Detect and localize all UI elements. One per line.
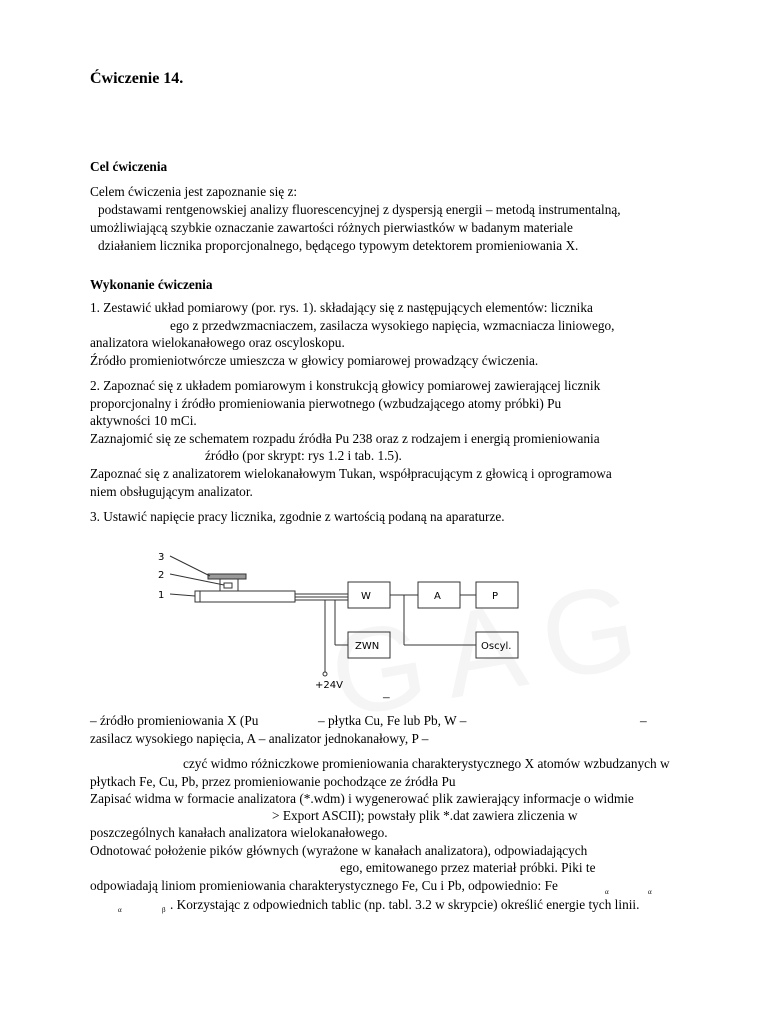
goal-line: umożliwiającą szybkie oznaczanie zawartości różnych pierwiastków w badanym materiale — [90, 220, 573, 235]
caption-dash: – — [383, 689, 390, 704]
step1-line: analizatora wielokanałowego oraz oscyloskopu. — [90, 335, 345, 350]
step1-line: Źródło promieniotwórcze umieszcza w głowicy pomiarowej prowadzący ćwiczenia. — [90, 353, 539, 368]
step2-line: Zaznajomić się ze schematem rozpadu źródła Pu 238 oraz z rodzajem i energią promieniowania — [90, 431, 600, 446]
body-line: odpowiadają liniom promieniowania charakterystycznego Fe, Cu i Pb, odpowiednio: Fe — [90, 878, 558, 893]
caption-part: – źródło promieniowania X (Pu — [90, 713, 259, 728]
body-line: Zapisać widma w formacie analizatora (*.wdm) i wygenerować plik zawierający informacje o widmie — [90, 791, 634, 806]
step2-line: Zapoznać się z analizatorem wielokanałowym Tukan, współpracującym z głowicą i oprogramowa — [90, 466, 612, 481]
subscript-alpha: α — [118, 906, 122, 914]
step2-line: proporcjonalny i źródło promieniowania pierwotnego (wzbudzającego atomy próbki) Pu — [90, 396, 562, 411]
label-p: P — [492, 591, 499, 602]
body-line: Odnotować położenie pików głównych (wyrażone w kanałach analizatora), odpowiadających — [90, 843, 588, 858]
label-zwn: ZWN — [355, 641, 380, 652]
measurement-setup-diagram — [150, 548, 530, 690]
caption-part: – płytka Cu, Fe lub Pb, W – — [318, 713, 467, 728]
detector-tube — [195, 591, 295, 602]
body-line: > Export ASCII); powstały plik *.dat zawiera zliczenia w — [272, 808, 578, 823]
body-line: czyć widmo różniczkowe promieniowania charakterystycznego X atomów wzbudzanych w — [183, 756, 670, 771]
sample-plate — [208, 574, 246, 579]
step2-line: niem obsługującym analizator. — [90, 484, 253, 499]
label-voltage: +24V — [315, 680, 343, 690]
step2-line: 2. Zapoznać się z układem pomiarowym i konstrukcją głowicy pomiarowej zawierającej licznik — [90, 378, 601, 393]
execution-heading: Wykonanie ćwiczenia — [90, 277, 213, 292]
caption-line: zasilacz wysokiego napięcia, A – analizator jednokanałowy, P – — [90, 731, 429, 746]
body-line: płytkach Fe, Cu, Pb, przez promieniowanie pochodzące ze źródła Pu — [90, 774, 456, 789]
label-3: 3 — [158, 552, 165, 563]
body-line: poszczególnych kanałach analizatora wielokanałowego. — [90, 825, 388, 840]
goal-line: Celem ćwiczenia jest zapoznanie się z: — [90, 184, 298, 199]
subscript-alpha: α — [648, 888, 652, 896]
subscript-alpha: α — [605, 888, 609, 896]
goal-line: działaniem licznika proporcjonalnego, będącego typowym detektorem promieniowania X. — [98, 238, 579, 253]
caption-part: – — [640, 713, 647, 728]
label-2: 2 — [158, 570, 165, 581]
label-oscyl: Oscyl. — [481, 641, 512, 652]
label-1: 1 — [158, 590, 165, 601]
step1-line: ego z przedwzmacniaczem, zasilacza wysokiego napięcia, wzmacniacza liniowego, — [170, 318, 615, 333]
step1-line: 1. Zestawić układ pomiarowy (por. rys. 1). składający się z następujących elementów: licznika — [90, 300, 593, 315]
step3-line: 3. Ustawić napięcie pracy licznika, zgodnie z wartością podaną na aparaturze. — [90, 509, 505, 524]
label-w: W — [361, 591, 371, 602]
body-line: . Korzystając z odpowiednich tablic (np. tabl. 3.2 w skrypcie) określić energie tych linii. — [170, 897, 640, 912]
step2-line: źródło (por skrypt: rys 1.2 i tab. 1.5). — [205, 448, 402, 463]
goal-heading: Cel ćwiczenia — [90, 159, 168, 174]
label-a: A — [434, 591, 441, 602]
step2-line: aktywności 10 mCi. — [90, 413, 197, 428]
page-title: Ćwiczenie 14. — [90, 70, 184, 87]
source-holder — [224, 583, 232, 588]
subscript-beta: β — [162, 906, 166, 914]
goal-line: podstawami rentgenowskiej analizy fluorescencyjnej z dyspersją energii – metodą instrumentalną, — [98, 202, 621, 217]
body-line: ego, emitowanego przez materiał próbki. Piki te — [340, 860, 596, 875]
